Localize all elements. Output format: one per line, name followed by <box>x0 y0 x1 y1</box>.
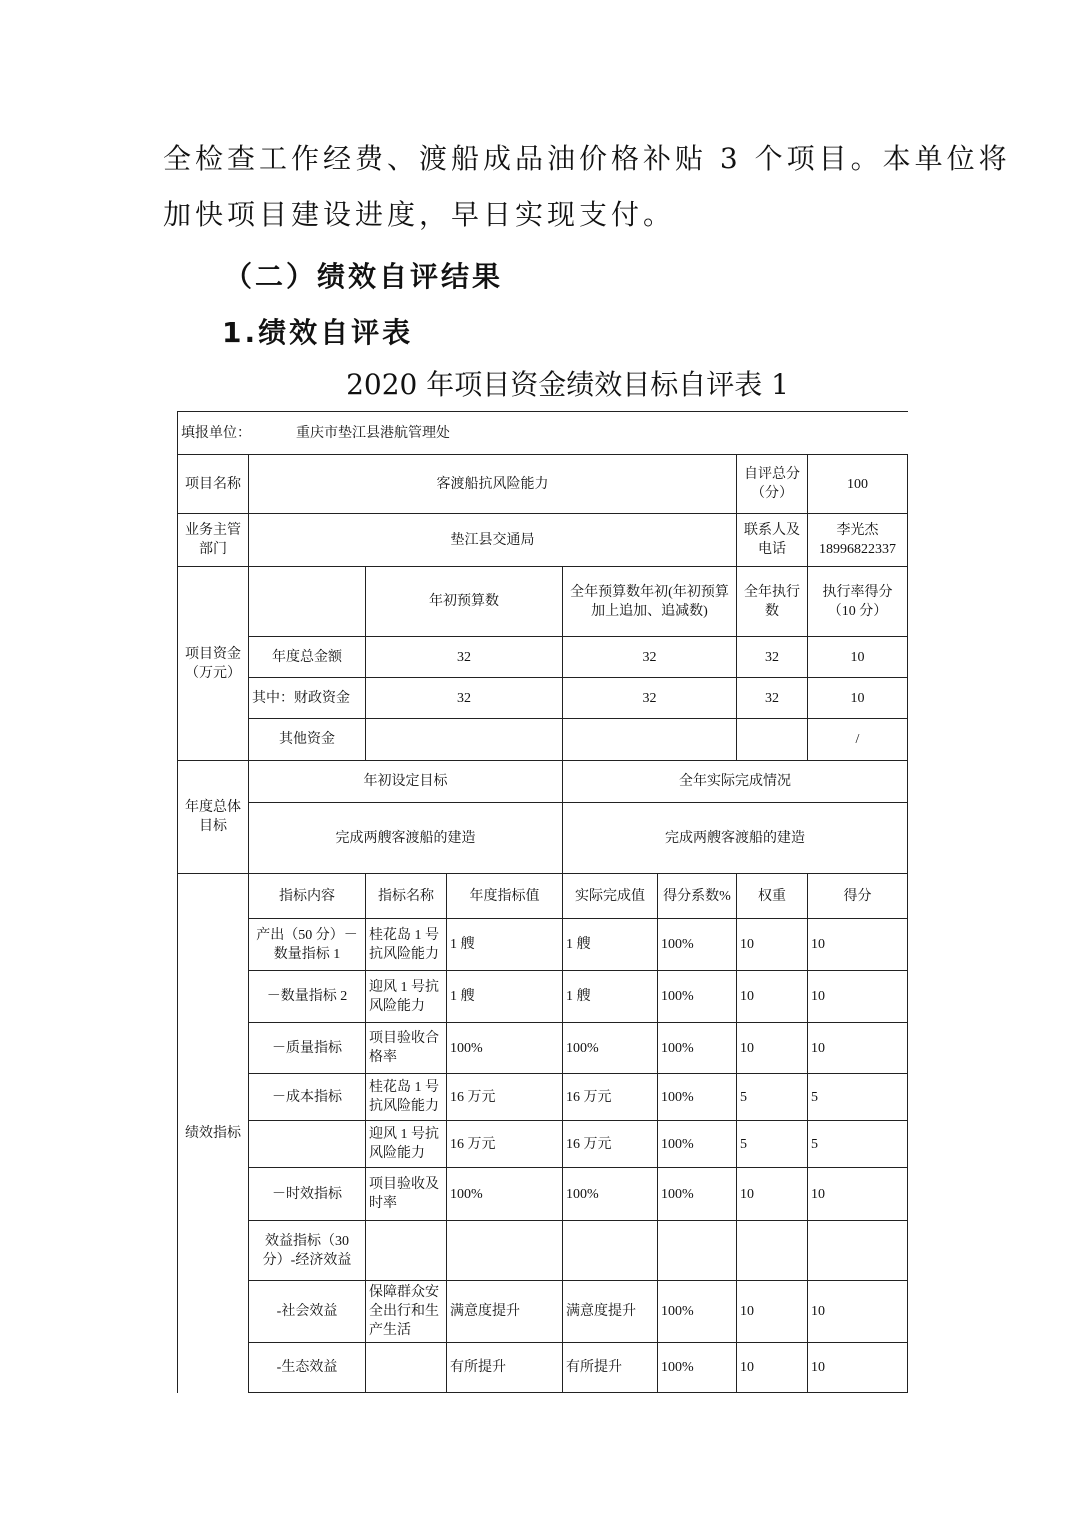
perf-target: 1 艘 <box>447 971 563 1023</box>
perf-content: -社会效益 <box>249 1281 366 1343</box>
perf-weight <box>737 1221 808 1281</box>
perf-weight: 5 <box>737 1121 808 1168</box>
perf-label: 绩效指标 <box>178 874 249 1393</box>
funds-header-blank <box>249 567 366 637</box>
table-row <box>178 1074 908 1121</box>
performance-table <box>177 411 908 1393</box>
perf-weight: 5 <box>737 1074 808 1121</box>
perf-name: 桂花岛 1 号抗风险能力 <box>366 919 447 971</box>
perf-score: 10 <box>808 971 908 1023</box>
intro-line-1: 全检查工作经费、渡船成品油价格补贴 3 个项目。本单位将 <box>163 142 1011 175</box>
perf-weight: 10 <box>737 1168 808 1221</box>
perf-content <box>249 1121 366 1168</box>
table-row <box>178 1168 908 1221</box>
funds-header-rate-score: 执行率得分（10 分） <box>808 567 908 637</box>
total-score-label: 自评总分（分） <box>737 455 808 514</box>
dept-label: 业务主管部门 <box>178 514 249 567</box>
perf-score: 10 <box>808 1168 908 1221</box>
perf-score: 10 <box>808 1281 908 1343</box>
table-row <box>178 971 908 1023</box>
perf-weight: 10 <box>737 1343 808 1393</box>
perf-coef: 100% <box>658 919 737 971</box>
perf-target: 满意度提升 <box>447 1281 563 1343</box>
table-row <box>178 1343 908 1393</box>
perf-name: 项目验收及时率 <box>366 1168 447 1221</box>
perf-name: 迎风 1 号抗风险能力 <box>366 1121 447 1168</box>
perf-actual: 16 万元 <box>563 1074 658 1121</box>
perf-content: －时效指标 <box>249 1168 366 1221</box>
goal-actual-value: 完成两艘客渡船的建造 <box>563 803 908 874</box>
perf-content: 效益指标（30 分）-经济效益 <box>249 1221 366 1281</box>
perf-content: -生态效益 <box>249 1343 366 1393</box>
perf-weight: 10 <box>737 919 808 971</box>
perf-name <box>366 1221 447 1281</box>
project-name-label: 项目名称 <box>178 455 249 514</box>
funds-header-full-year: 全年预算数年初(年初预算加上追加、追减数) <box>563 567 737 637</box>
funds-row-full-year: 32 <box>563 678 737 719</box>
perf-target: 16 万元 <box>447 1074 563 1121</box>
table-row <box>178 637 908 678</box>
perf-coef: 100% <box>658 1343 737 1393</box>
fill-unit-value: 重庆市垫江县港航管理处 <box>296 425 450 441</box>
contact-value <box>808 514 908 567</box>
funds-row-full-year: 32 <box>563 637 737 678</box>
funds-row-executed <box>737 719 808 761</box>
funds-row-initial: 32 <box>366 678 563 719</box>
perf-target: 1 艘 <box>447 919 563 971</box>
perf-header-coef: 得分系数% <box>658 874 737 919</box>
goal-label: 年度总体目标 <box>178 761 249 874</box>
perf-target <box>447 1221 563 1281</box>
funds-row-label: 其他资金 <box>249 719 366 761</box>
funds-row-score: / <box>808 719 908 761</box>
funds-row-initial: 32 <box>366 637 563 678</box>
perf-name: 桂花岛 1 号抗风险能力 <box>366 1074 447 1121</box>
perf-actual: 100% <box>563 1168 658 1221</box>
perf-content: －质量指标 <box>249 1023 366 1074</box>
perf-score: 5 <box>808 1121 908 1168</box>
perf-header-name: 指标名称 <box>366 874 447 919</box>
perf-actual: 16 万元 <box>563 1121 658 1168</box>
table-row <box>178 678 908 719</box>
perf-content: －成本指标 <box>249 1074 366 1121</box>
perf-target: 100% <box>447 1168 563 1221</box>
funds-row-label: 年度总金额 <box>249 637 366 678</box>
perf-header-score: 得分 <box>808 874 908 919</box>
perf-score: 10 <box>808 1023 908 1074</box>
funds-row-executed: 32 <box>737 637 808 678</box>
funds-header-executed: 全年执行数 <box>737 567 808 637</box>
section-heading: （二）绩效自评结果 <box>224 260 504 293</box>
funds-row-initial <box>366 719 563 761</box>
perf-target: 100% <box>447 1023 563 1074</box>
contact-label: 联系人及电话 <box>737 514 808 567</box>
perf-actual: 1 艘 <box>563 919 658 971</box>
funds-row-label: 其中：财政资金 <box>249 678 366 719</box>
perf-actual <box>563 1221 658 1281</box>
table-row <box>178 1121 908 1168</box>
table-title: 2020 年项目资金绩效目标自评表 1 <box>346 368 789 401</box>
perf-actual: 1 艘 <box>563 971 658 1023</box>
dept-value: 垫江县交通局 <box>249 514 737 567</box>
perf-coef: 100% <box>658 1281 737 1343</box>
perf-score: 10 <box>808 1343 908 1393</box>
perf-header-content: 指标内容 <box>249 874 366 919</box>
perf-header-target: 年度指标值 <box>447 874 563 919</box>
funds-label: 项目资金（万元） <box>178 567 249 761</box>
perf-content: 产出（50 分）－数量指标 1 <box>249 919 366 971</box>
table-row <box>178 719 908 761</box>
perf-name <box>366 1343 447 1393</box>
perf-content: －数量指标 2 <box>249 971 366 1023</box>
contact-phone: 18996822337 <box>819 542 896 557</box>
perf-name: 保障群众安全出行和生产生活 <box>366 1281 447 1343</box>
goal-initial-value: 完成两艘客渡船的建造 <box>249 803 563 874</box>
intro-line-2: 加快项目建设进度，早日实现支付。 <box>163 198 676 231</box>
perf-score: 5 <box>808 1074 908 1121</box>
perf-coef: 100% <box>658 1023 737 1074</box>
perf-name: 迎风 1 号抗风险能力 <box>366 971 447 1023</box>
perf-weight: 10 <box>737 1281 808 1343</box>
table-row <box>178 1023 908 1074</box>
perf-weight: 10 <box>737 971 808 1023</box>
perf-actual: 100% <box>563 1023 658 1074</box>
perf-actual: 满意度提升 <box>563 1281 658 1343</box>
funds-row-full-year <box>563 719 737 761</box>
perf-target: 16 万元 <box>447 1121 563 1168</box>
perf-coef: 100% <box>658 1168 737 1221</box>
project-name-value: 客渡船抗风险能力 <box>249 455 737 514</box>
perf-target: 有所提升 <box>447 1343 563 1393</box>
contact-name: 李光杰 <box>836 523 879 538</box>
table-row <box>178 1221 908 1281</box>
perf-score: 10 <box>808 919 908 971</box>
perf-coef <box>658 1221 737 1281</box>
perf-weight: 10 <box>737 1023 808 1074</box>
goal-actual-header: 全年实际完成情况 <box>563 761 908 803</box>
perf-name: 项目验收合格率 <box>366 1023 447 1074</box>
funds-row-score: 10 <box>808 637 908 678</box>
subsection-heading: 1.绩效自评表 <box>222 316 414 349</box>
table-row <box>178 1281 908 1343</box>
table-row <box>178 919 908 971</box>
perf-coef: 100% <box>658 1074 737 1121</box>
goal-initial-header: 年初设定目标 <box>249 761 563 803</box>
fill-unit-row <box>178 412 908 455</box>
funds-header-initial: 年初预算数 <box>366 567 563 637</box>
perf-coef: 100% <box>658 971 737 1023</box>
funds-row-executed: 32 <box>737 678 808 719</box>
perf-header-actual: 实际完成值 <box>563 874 658 919</box>
perf-score <box>808 1221 908 1281</box>
total-score-value: 100 <box>808 455 908 514</box>
perf-actual: 有所提升 <box>563 1343 658 1393</box>
funds-row-score: 10 <box>808 678 908 719</box>
perf-header-weight: 权重 <box>737 874 808 919</box>
fill-unit-label: 填报单位： <box>181 425 251 441</box>
perf-coef: 100% <box>658 1121 737 1168</box>
